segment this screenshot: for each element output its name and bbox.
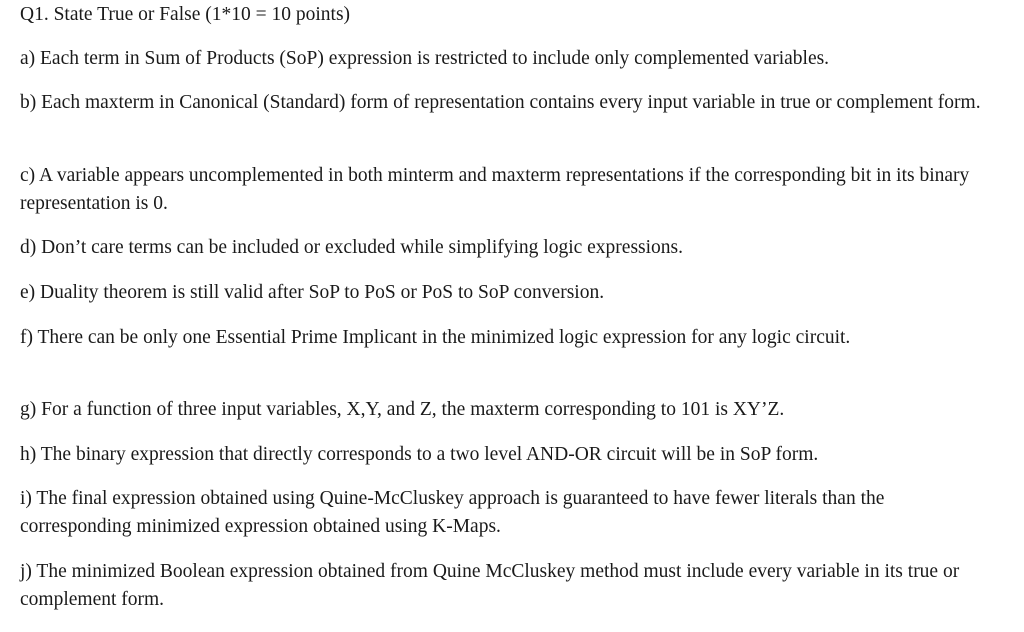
statement-j: j) The minimized Boolean expression obtained from Quine McCluskey method must include every variable in its true or complement form. (20, 561, 960, 610)
statement-c: c) A variable appears uncomplemented in both minterm and maxterm representations if the corresponding bit in its binary representation is 0. (20, 165, 970, 214)
statement-d: d) Don’t care terms can be included or excluded while simplifying logic expressions. (20, 237, 683, 258)
question-heading: Q1. State True or False (1*10 = 10 points) (20, 4, 351, 25)
statement-e: e) Duality theorem is still valid after SoP to PoS or PoS to SoP conversion. (20, 282, 605, 303)
statement-b: b) Each maxterm in Canonical (Standard) form of representation contains every input variable in true or complement form. (20, 92, 981, 113)
statement-f: f) There can be only one Essential Prime Implicant in the minimized logic expression for any logic circuit. (20, 327, 851, 348)
statement-g: g) For a function of three input variables, X,Y, and Z, the maxterm corresponding to 101 is XY’Z. (20, 399, 785, 420)
statement-i: i) The final expression obtained using Quine-McCluskey approach is guaranteed to have fewer literals than the corresponding minimized expression obtained using K-Maps. (20, 488, 885, 537)
statement-h: h) The binary expression that directly corresponds to a two level AND-OR circuit will be in SoP form. (20, 444, 819, 465)
statement-a: a) Each term in Sum of Products (SoP) expression is restricted to include only complemented variables. (20, 48, 830, 69)
